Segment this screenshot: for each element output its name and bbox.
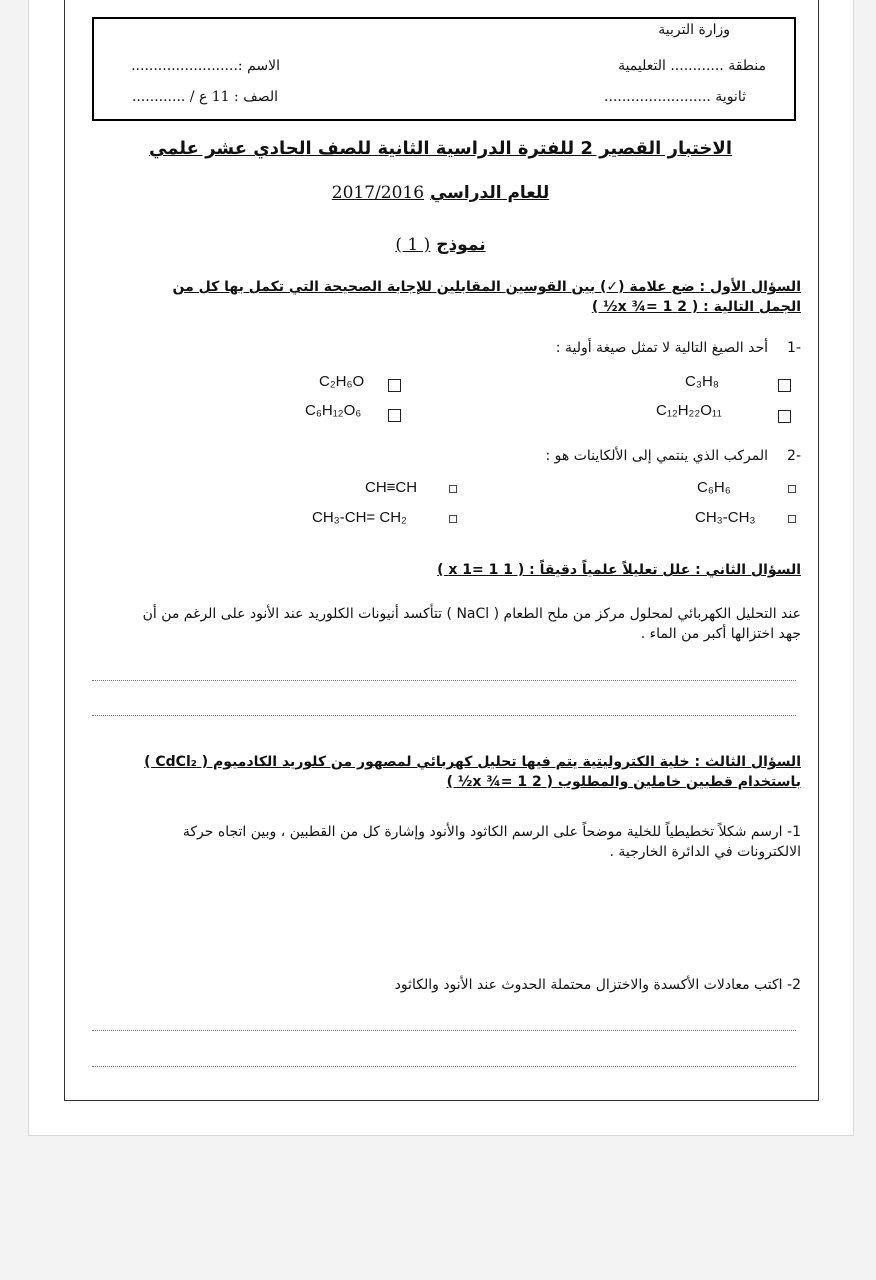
q1-item1-text: أحد الصيغ التالية لا تمثل صيغة أولية : bbox=[555, 340, 768, 356]
model-title bbox=[64, 235, 817, 255]
q2-heading: السؤال الثاني : علل تعليلاً علمياً دقيقاً : ( 1 x 1= 1 ) bbox=[437, 562, 801, 578]
q1-heading: السؤال الأول : ضع علامة (✓) بين القوسين المقابلين للإجابة الصحيحة التي تكمل بها كل من الجمل التالية : ( 2 x ¾= 1½ ) bbox=[172, 279, 801, 315]
q3-item2: 2- اكتب معادلات الأكسدة والاختزال محتملة الحدوث عند الأنود والكاثود bbox=[394, 977, 801, 993]
student-name-label: الاسم :........................ bbox=[131, 58, 280, 74]
q1-item2-option-c-checkbox[interactable] bbox=[788, 515, 796, 523]
q1-item2-number: -2 bbox=[787, 448, 801, 464]
q1-item2-option-d-checkbox[interactable] bbox=[449, 515, 457, 523]
q1-item2-option-b-checkbox[interactable] bbox=[449, 485, 457, 493]
q2-answer-line-2[interactable] bbox=[92, 715, 796, 716]
q1-item2-option-a: C₆H₆ bbox=[697, 479, 731, 496]
q3-answer-line-2[interactable] bbox=[92, 1066, 796, 1067]
q1-item1-option-b: C₂H₆O bbox=[319, 373, 365, 390]
q1-item2-option-b: CH≡CH bbox=[365, 479, 418, 496]
model-number: ( 1 ) bbox=[395, 235, 431, 255]
q1-item2-option-d: CH₃-CH= CH₂ bbox=[312, 509, 407, 526]
school-label: ثانوية ........................ bbox=[604, 89, 746, 105]
ministry-label: وزارة التربية bbox=[658, 22, 730, 38]
year-label: للعام الدراسي bbox=[429, 183, 550, 203]
zone-label: منطقة ............ التعليمية bbox=[618, 58, 766, 74]
q2-answer-line-1[interactable] bbox=[92, 680, 796, 681]
q1-item2-option-a-checkbox[interactable] bbox=[788, 485, 796, 493]
exam-paper bbox=[64, 0, 819, 1101]
q1-item1-option-d-checkbox[interactable] bbox=[388, 409, 401, 422]
q3-item1: 1- ارسم شكلاً تخطيطياً للخلية موضحاً على الرسم الكاثود والأنود وإشارة كل من القطبين ، وبين اتجاه حركة الالكترونات في الدائرة الخارجية . bbox=[182, 824, 801, 860]
model-label: نموذج bbox=[436, 235, 486, 255]
q3-answer-line-1[interactable] bbox=[92, 1030, 796, 1031]
year-title bbox=[64, 183, 817, 203]
class-label: الصف : 11 ع / ............ bbox=[131, 89, 278, 105]
q1-item2-option-c: CH₃-CH₃ bbox=[695, 509, 756, 526]
q2-text: عند التحليل الكهربائي لمحلول مركز من ملح الطعام ( NaCl ) تتأكسد أنيونات الكلوريد عند الأنود على الرغم من أن جهد اختزالها أكبر من الماء . bbox=[142, 606, 801, 642]
exam-title: الاختبار القصير 2 للفترة الدراسية الثانية للصف الحادي عشر علمي bbox=[149, 138, 732, 159]
q1-item2-text: المركب الذي ينتمي إلى الألكاينات هو : bbox=[545, 448, 768, 464]
q1-item1-option-d: C₆H₁₂O₆ bbox=[305, 402, 362, 419]
q1-item1-option-b-checkbox[interactable] bbox=[388, 379, 401, 392]
q1-item1-option-c: C₁₂H₂₂O₁₁ bbox=[656, 402, 722, 419]
q3-heading: السؤال الثالث : خلية الكتروليتية يتم فيها تحليل كهربائي لمصهور من كلوريد الكادميوم ( CdCl₂ ) باستخدام قطبين خاملين والمطلوب ( 2 x ¾= 1½ ) bbox=[144, 754, 801, 790]
q1-item1-option-c-checkbox[interactable] bbox=[778, 410, 791, 423]
q1-item1-option-a: C₃H₈ bbox=[685, 373, 719, 390]
q1-item1-number: -1 bbox=[787, 340, 801, 356]
year-value: 2017/2016 bbox=[331, 183, 425, 203]
q1-item1-option-a-checkbox[interactable] bbox=[778, 379, 791, 392]
